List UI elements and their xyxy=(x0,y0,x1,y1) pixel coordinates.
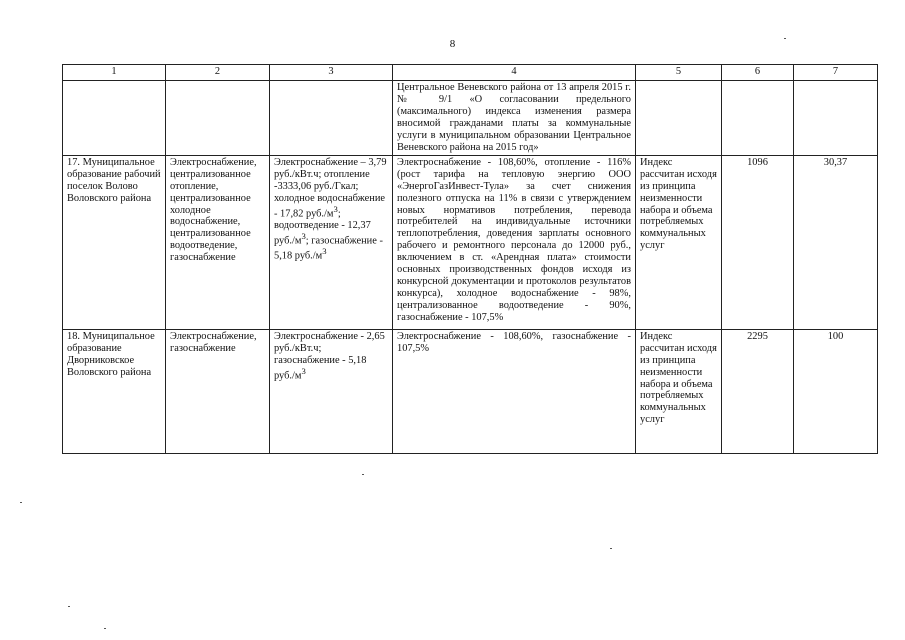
header-cell: 1 xyxy=(63,65,166,81)
tariff-text: ; водоотведение - 12,37 руб./м xyxy=(274,208,371,247)
tariff-text: Электроснабжение – 3,79 руб./кВт.ч; отопление -3333,06 руб./Гкал; холодное водоснабжение - 17,82 руб./м xyxy=(274,156,387,219)
tariff-text: Электроснабжение - 2,65 руб./кВт.ч; газоснабжение - 5,18 руб./м xyxy=(274,330,385,382)
superscript: 3 xyxy=(333,203,338,214)
table-header-row xyxy=(63,65,878,81)
table-row xyxy=(63,81,878,156)
header-cell: 4 xyxy=(393,65,636,81)
table-cell xyxy=(270,81,393,156)
scan-speck xyxy=(784,38,786,39)
tariff-table xyxy=(62,64,878,454)
table-cell xyxy=(63,81,166,156)
header-cell: 2 xyxy=(166,65,270,81)
population-count: 2295 xyxy=(722,329,794,453)
table-cell xyxy=(636,81,722,156)
index-note: Индекс рассчитан исходя из принципа неизменности набора и объема потребляемых коммунальных услуг xyxy=(636,155,722,329)
services-list: Электроснабжение, централизованное отопление, централизованное холодное водоснабжение, централизованное водоотведение, газоснабжение xyxy=(166,155,270,329)
header-cell: 7 xyxy=(794,65,878,81)
table-row xyxy=(63,329,878,453)
superscript: 3 xyxy=(301,365,306,376)
share-value: 30,37 xyxy=(794,155,878,329)
index-description: Электроснабжение - 108,60%, газоснабжение - 107,5% xyxy=(393,329,636,453)
municipality-name: 18. Муниципальное образование Дворниковское Воловского района xyxy=(63,329,166,453)
table-cell xyxy=(794,81,878,156)
tariff-values xyxy=(270,329,393,453)
services-list: Электроснабжение, газоснабжение xyxy=(166,329,270,453)
municipality-name: 17. Муниципальное образование рабочий поселок Волово Воловского района xyxy=(63,155,166,329)
scan-speck xyxy=(104,628,106,629)
scan-speck xyxy=(68,606,70,607)
index-note: Индекс рассчитан исходя из принципа неизменности набора и объема потребляемых коммунальных услуг xyxy=(636,329,722,453)
page-number: 8 xyxy=(449,38,456,50)
table-cell xyxy=(166,81,270,156)
index-description: Электроснабжение - 108,60%, отопление - 116% (рост тарифа на тепловую энергию ООО «ЭнергоГазИнвест-Тула» за счет снижения полезного отпуска на 11% в связи с утверждением новых нормативов потребления, перевода потребителей на индивидуальные источники теплопотребления, доведения зарплаты основного рабочего и ремонтного персонала до 12000 руб., включением в ст. «Арендная плата» стоимости основных производственных фондов исходя из конкурсной документации и протоколов результатов конкурса), холодное водоснабжение - 98%, централизованное водоотведение - 90%, газоснабжение - 107,5% xyxy=(393,155,636,329)
header-cell: 6 xyxy=(722,65,794,81)
superscript: 3 xyxy=(301,230,306,241)
scan-speck xyxy=(20,502,22,503)
continuation-text: Центральное Веневского района от 13 апреля 2015 г. № 9/1 «О согласовании предельного (максимального) индекса изменения размера вносимой гражданами платы за коммунальные услуги в муниципальном образовании Центральное Веневского района на 2015 год» xyxy=(393,81,636,156)
population-count: 1096 xyxy=(722,155,794,329)
scan-speck xyxy=(362,474,364,475)
share-value: 100 xyxy=(794,329,878,453)
tariff-values xyxy=(270,155,393,329)
header-cell: 5 xyxy=(636,65,722,81)
table-cell xyxy=(722,81,794,156)
superscript: 3 xyxy=(322,246,327,257)
table-row xyxy=(63,155,878,329)
header-cell: 3 xyxy=(270,65,393,81)
tariff-text: ; газоснабжение - 5,18 руб./м xyxy=(274,235,383,262)
scan-speck xyxy=(610,548,612,549)
